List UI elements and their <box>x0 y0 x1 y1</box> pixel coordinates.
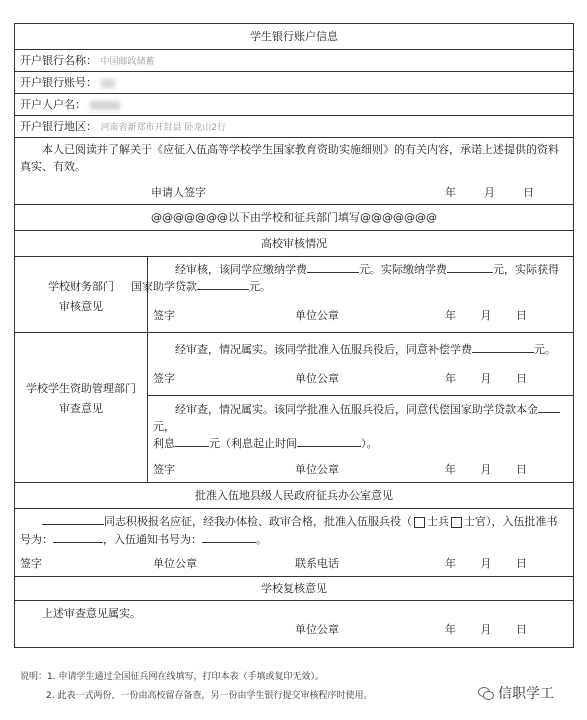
account-holder-redacted <box>90 101 120 110</box>
bank-account-redacted <box>101 79 115 88</box>
finance-signature-label: 签字 <box>153 309 175 322</box>
divider-row <box>15 205 573 231</box>
finance-unit-seal: 单位公章 <box>295 309 339 322</box>
account-holder-label: 开户人户名 <box>20 98 75 111</box>
finance-dept-label: 学校财务部门 <box>48 280 114 293</box>
military-signature: 签字 <box>20 557 42 570</box>
aid-section <box>15 333 573 483</box>
aid-signature-2: 签字 <box>153 463 175 476</box>
soldier-checkbox[interactable] <box>414 517 425 528</box>
school-review-title: 高校审核情况 <box>261 237 327 250</box>
bank-name-value: 中国邮政储蓄 <box>100 57 155 67</box>
finance-section <box>15 257 573 333</box>
recheck-title-row <box>15 577 573 601</box>
form-notes <box>20 668 372 706</box>
day-label: 日 <box>522 186 534 199</box>
wechat-watermark <box>478 683 554 703</box>
military-title: 批准入伍地县级人民政府征兵办公室意见 <box>195 489 393 502</box>
bank-name-label: 开户银行名称 <box>20 54 86 67</box>
military-opinion: 同志积极报名应征，经我办体检、政审合格，批准入伍服兵役（ 士兵 士官），入伍批准书 号为： ，入伍通知书号为： 。 <box>20 515 558 546</box>
aid-application-form <box>14 23 574 648</box>
divider-text: @@@@@@@以下由学校和征兵部门填写@@@@@@@ <box>151 211 437 224</box>
aid-dept-label-2: 审查意见 <box>59 402 103 415</box>
aid-dept-label: 学校学生资助管理部门 <box>26 382 136 395</box>
account-holder-row: 开户人户名： <box>15 94 573 116</box>
declaration-row <box>15 138 573 205</box>
recheck-date: 年 月 日 <box>445 623 527 636</box>
recheck-section <box>15 601 573 647</box>
sergeant-checkbox[interactable] <box>451 517 462 528</box>
recheck-title: 学校复核意见 <box>261 582 327 595</box>
note-1: 1. 申请学生通过全国征兵网在线填写，打印本表（手填或复印无效）。 <box>47 672 324 682</box>
notes-label: 说明： <box>20 672 48 682</box>
finance-date: 年 月 日 <box>445 309 527 322</box>
bank-region-label: 开户银行地区 <box>20 120 86 133</box>
aid-opinion-tuition: 经审查，情况属实。该同学批准入伍服兵役后，同意补偿学费 元。 <box>175 343 556 356</box>
aid-unit-seal-2: 单位公章 <box>295 463 339 476</box>
recheck-text: 上述审查意见属实。 <box>42 607 141 620</box>
military-date: 年 月 日 <box>445 557 527 570</box>
bank-account-label: 开户银行账号 <box>20 76 86 89</box>
applicant-signature-label: 申请人签字 <box>151 186 206 199</box>
aid-signature-1: 签字 <box>153 372 175 385</box>
finance-dept-label-2: 审核意见 <box>59 300 103 313</box>
wechat-account-name: 信职学工 <box>498 686 554 702</box>
declaration-text: 本人已阅读并了解关于《应征入伍高等学校学生国家教育资助实施细则》的有关内容，承诺上述提供的资料真实、有效。 <box>20 143 559 173</box>
form-title: 学生银行账户信息 <box>250 30 338 43</box>
military-unit-seal: 单位公章 <box>153 557 197 570</box>
note-2: 2. 此表一式两份，一份由高校留存备查，另一份由学生银行提交审核程序时使用。 <box>46 691 373 701</box>
title-row <box>15 24 573 50</box>
aid-date-2: 年 月 日 <box>445 463 527 476</box>
bank-account-row: 开户银行账号： <box>15 72 573 94</box>
year-label: 年 <box>445 186 456 199</box>
military-section <box>15 509 573 577</box>
month-label: 月 <box>483 186 495 199</box>
military-title-row <box>15 483 573 509</box>
military-contact-phone: 联系电话 <box>295 557 339 570</box>
finance-opinion: 经审核，该同学应缴纳学费 元。实际缴纳学费 元，实际获得 国家助学贷款 元。 <box>131 263 559 293</box>
aid-unit-seal-1: 单位公章 <box>295 372 339 385</box>
applicant-date <box>445 184 534 200</box>
aid-opinion-loan: 经审查，情况属实。该同学批准入伍服兵役后，同意代偿国家助学贷款本金元， 利息 元（利息起止时间 ）。 <box>153 401 568 452</box>
school-review-title-row <box>15 231 573 257</box>
bank-region-row: 开户银行地区： 河南省新郑市开封县 卧龙山2行 <box>15 116 573 138</box>
wechat-icon <box>478 687 494 700</box>
aid-date-1: 年 月 日 <box>445 372 527 385</box>
bank-region-value: 河南省新郑市开封县 卧龙山2行 <box>100 123 227 133</box>
recheck-unit-seal: 单位公章 <box>295 623 339 636</box>
bank-name-row: 开户银行名称： 中国邮政储蓄 <box>15 50 573 72</box>
